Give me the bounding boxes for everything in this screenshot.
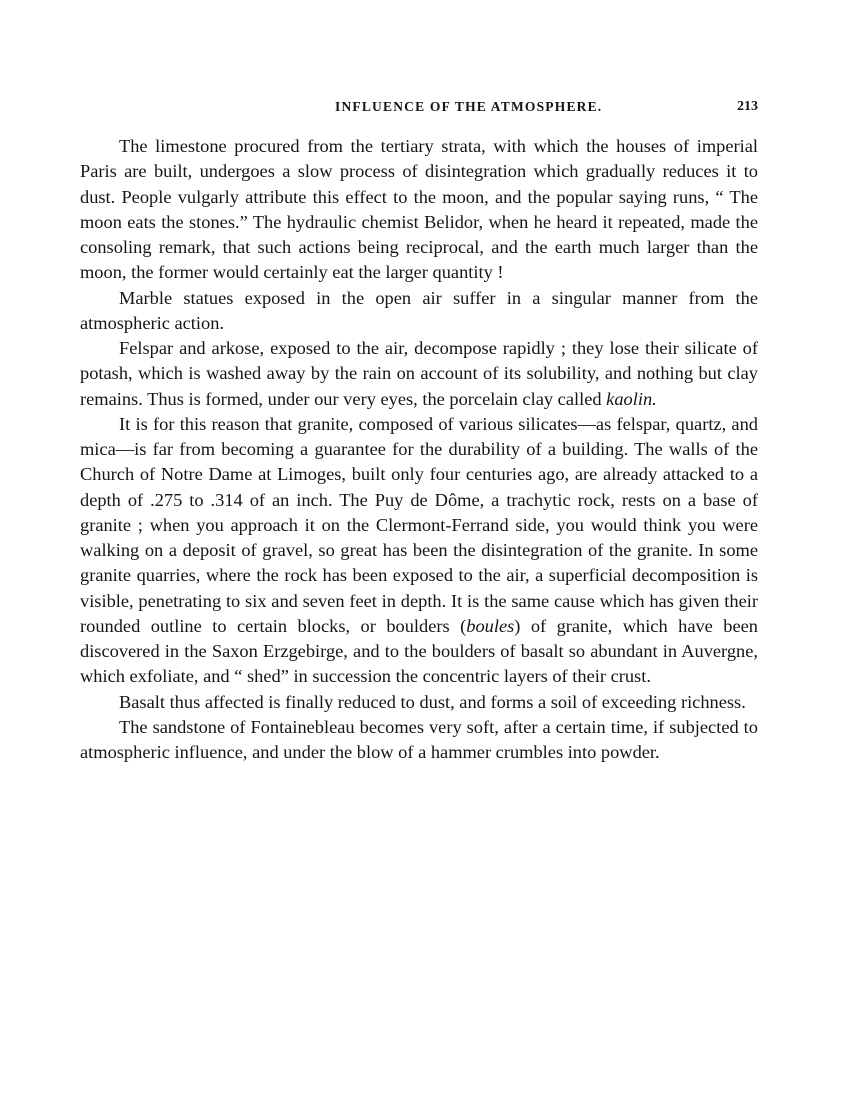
page-header — [80, 99, 760, 123]
paragraph-text: Felspar and arkose, exposed to the air, decompose rapidly ; they lose their silicate of potash, which is washed away by the rain on account of its solubility, and nothing but clay remains. Thus is formed, under our very eyes, the porcelain clay called — [80, 338, 758, 409]
paragraph-sandstone — [80, 715, 758, 766]
italic-term: kaolin. — [606, 388, 657, 409]
page-number: 213 — [737, 99, 758, 114]
paragraph-basalt — [80, 690, 758, 715]
paragraph-text: ) of granite, which have been discovered in the Saxon Erzgebirge, and to the boulders of basalt so abundant in Auvergne, which exfoliate, and “ shed” in succession the concentric layers of their crust. — [80, 615, 759, 687]
paragraph-text: The sandstone of Fontainebleau becomes very soft, after a certain time, if subjected to atmospheric influence, and under the blow of a hammer crumbles into powder. — [80, 716, 758, 762]
paragraph-text: It is for this reason that granite, composed of various silicates—as felspar, quartz, and mica—is far from becoming a guarantee for the durability of a building. The walls of the Church of Notre Dame at Limoges, built only four centuries ago, are already attacked to a depth of .275 to .314 of an inch. The Puy de Dôme, a trachytic rock, rests on a base of granite ; when you approach it on the Clermont-Ferrand side, you would think you were walking on a deposit of gravel, so great has been the disintegration of the granite. In some granite quarries, where the rock has been exposed to the air, a superficial decomposition is visible, penetrating to six and seven feet in depth. It is the same cause which has given their rounded outline to certain blocks, or boulders ( — [80, 413, 758, 636]
paragraph-text: Basalt thus affected is finally reduced to dust, and forms a soil of exceeding richness. — [119, 691, 746, 712]
paragraph-felspar — [80, 336, 758, 412]
paragraph-granite — [80, 412, 758, 690]
running-title: INFLUENCE OF THE ATMOSPHERE. — [335, 99, 603, 114]
paragraph-marble — [80, 286, 758, 337]
paragraph-text: The limestone procured from the tertiary strata, with which the houses of imperial Paris are built, undergoes a slow process of disintegration which gradually reduces it to dust. People vulgarly attribute this effect to the moon, and the popular saying runs, “ The moon eats the stones.” The hydraulic chemist Belidor, when he heard it repeated, made the consoling remark, that such actions being reciprocal, and the earth much larger than the moon, the former would certainly eat the larger quantity ! — [80, 136, 758, 283]
body-text — [80, 134, 758, 765]
paragraph-limestone — [80, 134, 758, 286]
paragraph-text: Marble statues exposed in the open air suffer in a singular manner from the atmospheric action. — [80, 287, 758, 333]
italic-term: boules — [466, 615, 515, 636]
